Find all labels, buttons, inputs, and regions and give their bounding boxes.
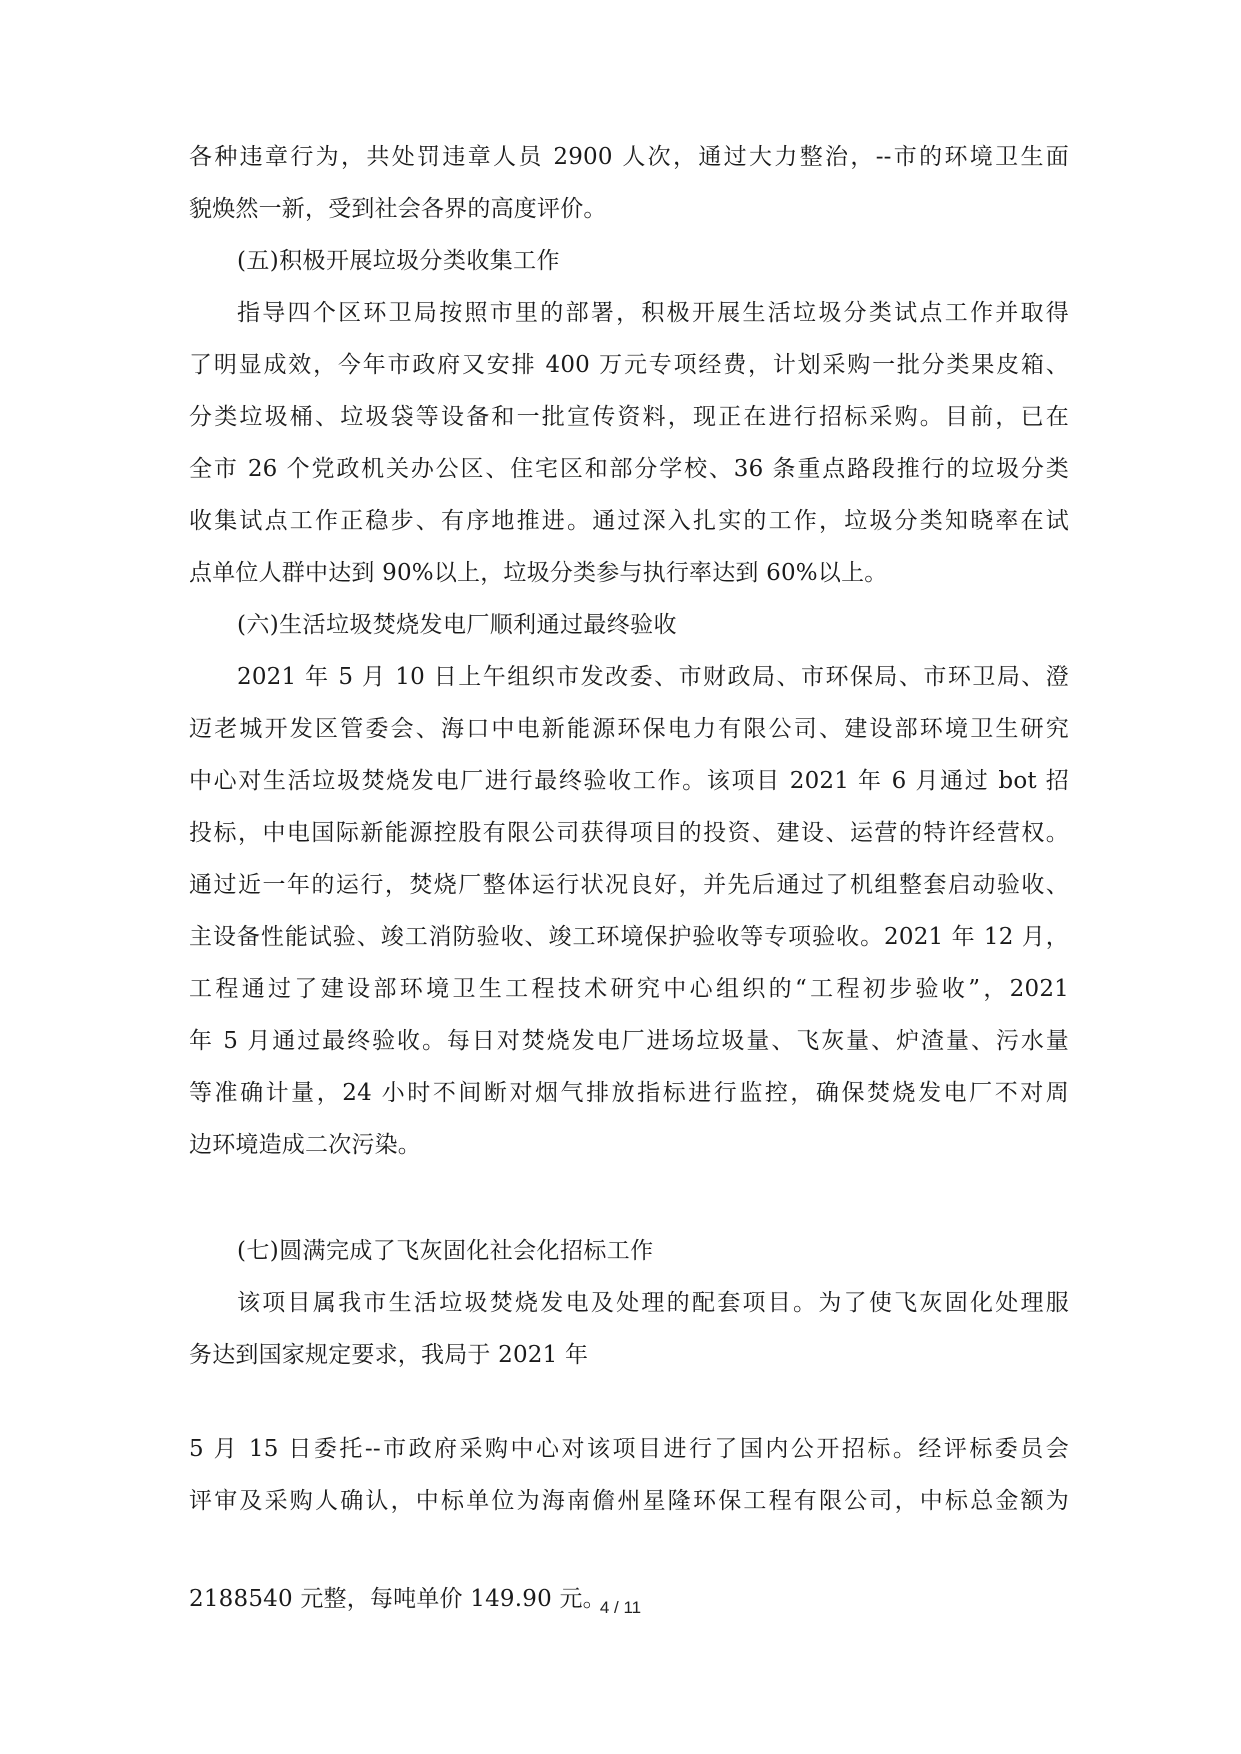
body-line: 5 月 15 日委托--市政府采购中心对该项目进行了国内公开招标。经评标委员会	[189, 1436, 1069, 1462]
section-heading-7: (七)圆满完成了飞灰固化社会化招标工作	[237, 1238, 654, 1264]
body-line: 迈老城开发区管委会、海口中电新能源环保电力有限公司、建设部环境卫生研究	[189, 716, 1069, 742]
body-line: 指导四个区环卫局按照市里的部署，积极开展生活垃圾分类试点工作并取得	[237, 300, 1069, 326]
body-line: 貌焕然一新，受到社会各界的高度评价。	[189, 196, 607, 222]
body-line: 年 5 月通过最终验收。每日对焚烧发电厂进场垃圾量、飞灰量、炉渣量、污水量	[189, 1028, 1069, 1054]
body-line: 中心对生活垃圾焚烧发电厂进行最终验收工作。该项目 2021 年 6 月通过 bot 招	[189, 768, 1069, 794]
body-line: 务达到国家规定要求，我局于 2021 年	[189, 1342, 589, 1368]
body-line: 投标，中电国际新能源控股有限公司获得项目的投资、建设、运营的特许经营权。	[189, 820, 1069, 846]
body-line: 2021 年 5 月 10 日上午组织市发改委、市财政局、市环保局、市环卫局、澄	[237, 664, 1069, 690]
body-line: 全市 26 个党政机关办公区、住宅区和部分学校、36 条重点路段推行的垃圾分类	[189, 456, 1069, 482]
body-line: 了明显成效，今年市政府又安排 400 万元专项经费，计划采购一批分类果皮箱、	[189, 352, 1069, 378]
body-line: 该项目属我市生活垃圾焚烧发电及处理的配套项目。为了使飞灰固化处理服	[237, 1290, 1069, 1316]
body-line: 边环境造成二次污染。	[189, 1132, 421, 1158]
body-line: 工程通过了建设部环境卫生工程技术研究中心组织的“工程初步验收”，2021	[189, 976, 1069, 1002]
body-line: 分类垃圾桶、垃圾袋等设备和一批宣传资料，现正在进行招标采购。目前，已在	[189, 404, 1069, 430]
body-line: 收集试点工作正稳步、有序地推进。通过深入扎实的工作，垃圾分类知晓率在试	[189, 508, 1069, 534]
body-line: 评审及采购人确认，中标单位为海南儋州星隆环保工程有限公司，中标总金额为	[189, 1488, 1069, 1514]
section-heading-5: (五)积极开展垃圾分类收集工作	[237, 248, 560, 274]
body-line: 2188540 元整，每吨单价 149.90 元。	[189, 1586, 606, 1612]
body-line: 通过近一年的运行，焚烧厂整体运行状况良好，并先后通过了机组整套启动验收、	[189, 872, 1069, 898]
body-line: 点单位人群中达到 90%以上，垃圾分类参与执行率达到 60%以上。	[189, 560, 888, 586]
page-number: 4 / 11	[599, 1598, 642, 1617]
body-line: 等准确计量，24 小时不间断对烟气排放指标进行监控，确保焚烧发电厂不对周	[189, 1080, 1069, 1106]
body-line: 各种违章行为，共处罚违章人员 2900 人次，通过大力整治，--市的环境卫生面	[189, 144, 1069, 170]
section-heading-6: (六)生活垃圾焚烧发电厂顺利通过最终验收	[237, 612, 677, 638]
body-line: 主设备性能试验、竣工消防验收、竣工环境保护验收等专项验收。2021 年 12 月，	[189, 924, 1069, 950]
